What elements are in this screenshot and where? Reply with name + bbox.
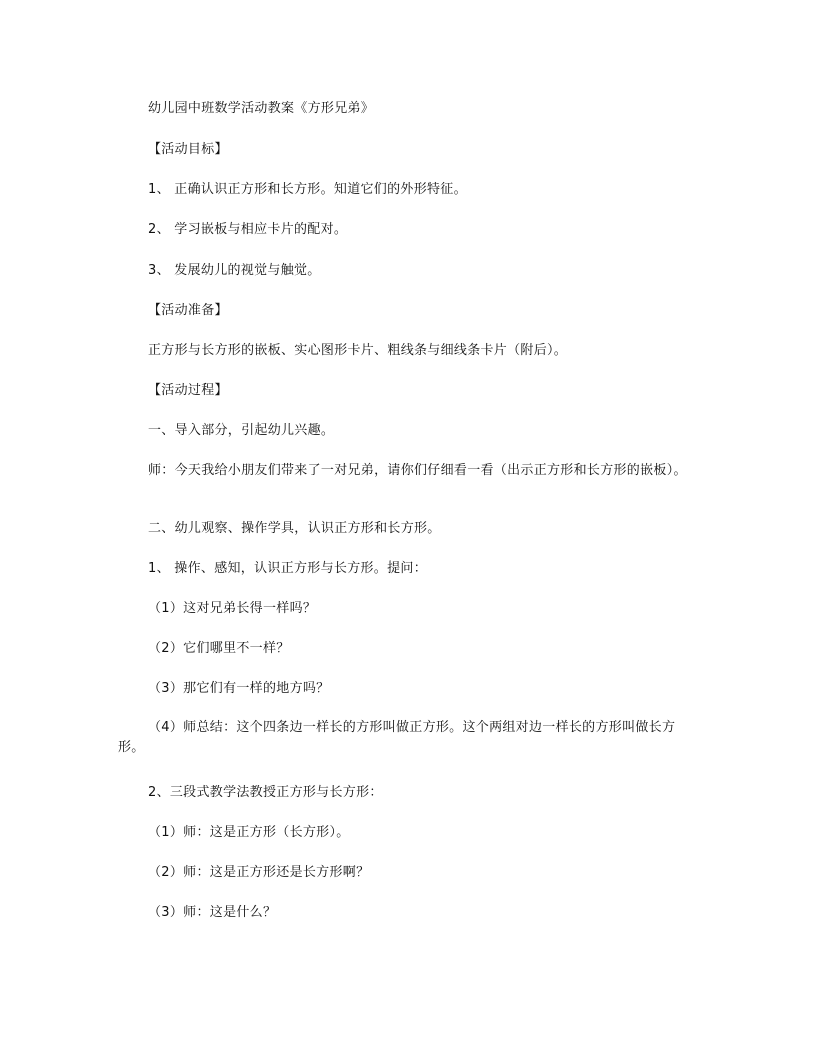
section-heading-goals: 【活动目标】	[148, 142, 228, 157]
teacher-summary-paragraph: （4）师总结：这个四条边一样长的方形叫做正方形。这个两组对边一样长的方形叫做长方形。	[118, 720, 676, 755]
goal-item-2: 2、 学习嵌板与相应卡片的配对。	[148, 222, 348, 237]
question-2: （2）它们哪里不一样？	[148, 641, 290, 656]
teaching-step-1: （1）师：这是正方形（长方形）。	[148, 825, 350, 840]
sub-step-2: 2、三段式教学法教授正方形与长方形：	[148, 785, 383, 800]
goal-item-3: 3、 发展幼儿的视觉与触觉。	[148, 263, 321, 278]
question-3: （3）那它们有一样的地方吗？	[148, 681, 330, 696]
teaching-step-3: （3）师：这是什么？	[148, 905, 277, 920]
process-step-1: 一、导入部分，引起幼儿兴趣。	[148, 423, 335, 438]
sub-step-1: 1、 操作、感知，认识正方形与长方形。提问：	[148, 561, 428, 576]
goal-item-1: 1、 正确认识正方形和长方形。知道它们的外形特征。	[148, 182, 467, 197]
section-heading-prep: 【活动准备】	[148, 303, 228, 318]
teacher-intro-paragraph: 师：今天我给小朋友们带来了一对兄弟，请你们仔细看一看（出示正方形和长方形的嵌板）。	[148, 463, 687, 478]
section-heading-process: 【活动过程】	[148, 383, 228, 398]
prep-text: 正方形与长方形的嵌板、实心图形卡片、粗线条与细线条卡片（附后）。	[148, 343, 568, 358]
document-title: 幼儿园中班数学活动教案《方形兄弟》	[148, 101, 375, 116]
question-1: （1）这对兄弟长得一样吗？	[148, 601, 317, 616]
teaching-step-2: （2）师：这是正方形还是长方形啊？	[148, 865, 370, 880]
process-step-2: 二、幼儿观察、操作学具，认识正方形和长方形。	[148, 521, 441, 536]
